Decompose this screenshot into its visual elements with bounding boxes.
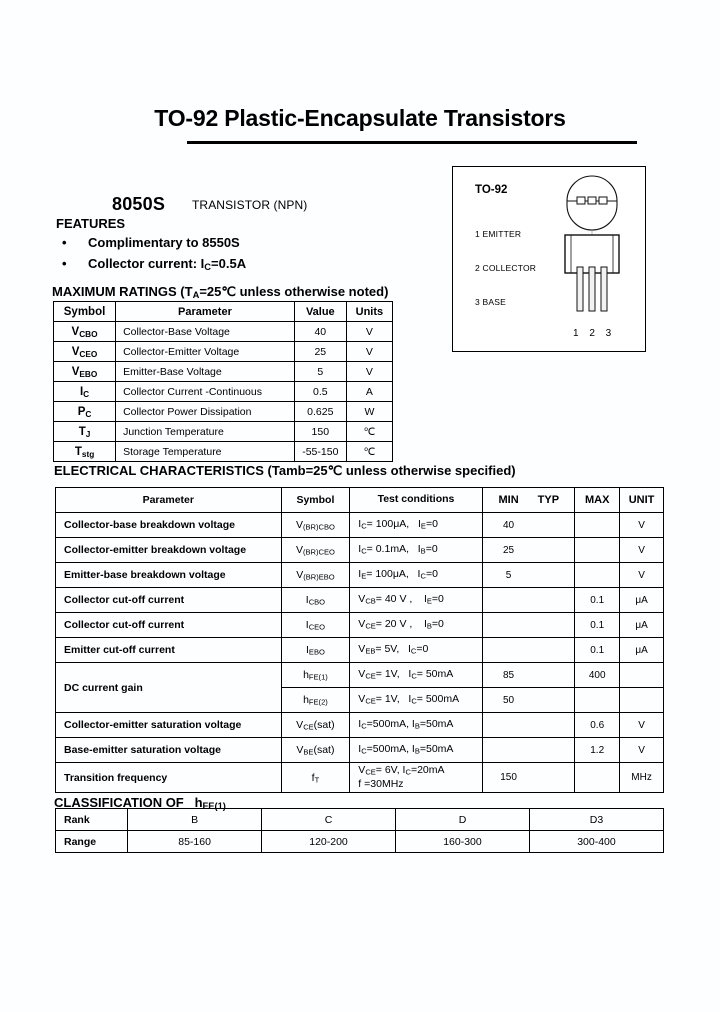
cell-parameter: Collector cut-off current bbox=[56, 613, 282, 638]
column-header-symbol: Symbol bbox=[54, 302, 116, 322]
cell-min: 50 bbox=[502, 694, 515, 706]
cell-unit: V bbox=[620, 538, 664, 563]
cell-symbol: $h_{FE(1)}$ bbox=[281, 663, 350, 688]
cell-conditions: $V_{CE}= 20$ V , $I_B=0$ bbox=[350, 613, 482, 638]
column-header-units: Units bbox=[346, 302, 392, 322]
row-label-rank: Rank bbox=[56, 809, 128, 831]
table-row bbox=[56, 638, 664, 663]
table-row bbox=[56, 663, 664, 688]
classification-table bbox=[55, 808, 664, 853]
cell-units: A bbox=[346, 382, 392, 402]
table-row bbox=[54, 362, 393, 382]
cell-max bbox=[575, 513, 620, 538]
cell-min-typ bbox=[482, 513, 575, 538]
table-row bbox=[54, 422, 393, 442]
cell-parameter: Collector Current -Continuous bbox=[116, 382, 295, 402]
cell-symbol: $I_{CEO}$ bbox=[281, 613, 350, 638]
cell-unit: MHz bbox=[620, 763, 664, 793]
cell-rank: D bbox=[396, 809, 530, 831]
cell-units: ℃ bbox=[346, 422, 392, 442]
cell-max bbox=[575, 763, 620, 793]
electrical-characteristics-heading: ELECTRICAL CHARACTERISTICS (Tamb=25℃ unless otherwise specified) bbox=[54, 463, 516, 478]
package-name: TO-92 bbox=[475, 184, 508, 196]
part-number: 8050S bbox=[112, 194, 166, 214]
cell-units: V bbox=[346, 362, 392, 382]
cell-unit bbox=[620, 663, 664, 688]
package-diagram bbox=[452, 166, 646, 352]
cell-conditions: $V_{CE}= 6V$, $I_C=20mA$ f =30MHz bbox=[350, 763, 482, 793]
cell-min-typ bbox=[482, 563, 575, 588]
cell-parameter-dc-current-gain: DC current gain bbox=[56, 663, 282, 713]
cell-parameter: Emitter-base breakdown voltage bbox=[56, 563, 282, 588]
cell-conditions: $V_{CB}= 40$ V , $I_E=0$ bbox=[350, 588, 482, 613]
cell-min-typ bbox=[482, 588, 575, 613]
bullet-icon: • bbox=[62, 235, 67, 250]
cell-min-typ bbox=[482, 738, 575, 763]
cell-conditions: $V_{EB}= 5V$, $I_C=0$ bbox=[350, 638, 482, 663]
cell-value: 5 bbox=[294, 362, 346, 382]
cell-unit: V bbox=[620, 563, 664, 588]
cell-value: 0.5 bbox=[294, 382, 346, 402]
cell-range: 160-300 bbox=[396, 831, 530, 853]
cell-max bbox=[575, 563, 620, 588]
cell-parameter: Collector-Emitter Voltage bbox=[116, 342, 295, 362]
cell-value: -55-150 bbox=[294, 442, 346, 462]
cell-symbol: $I_C$ bbox=[54, 382, 116, 402]
cell-symbol: $V_{CBO}$ bbox=[54, 322, 116, 342]
cell-symbol: $V_{CE}(sat)$ bbox=[281, 713, 350, 738]
table-row bbox=[56, 713, 664, 738]
cell-min: 40 bbox=[502, 519, 515, 531]
table-header-row bbox=[54, 302, 393, 322]
cell-symbol: $T_J$ bbox=[54, 422, 116, 442]
cell-value: 25 bbox=[294, 342, 346, 362]
table-row bbox=[54, 342, 393, 362]
cell-max bbox=[575, 688, 620, 713]
maximum-ratings-heading: MAXIMUM RATINGS ($T_A=25℃$ unless otherwise noted) bbox=[52, 284, 389, 301]
feature-text: Complimentary to 8550S bbox=[88, 235, 240, 250]
bullet-icon: • bbox=[62, 256, 67, 271]
pin-numbers: 1 2 3 bbox=[573, 328, 616, 339]
cell-symbol: $h_{FE(2)}$ bbox=[281, 688, 350, 713]
table-row bbox=[54, 382, 393, 402]
cell-conditions: $V_{CE}= 1V$, $I_C= 500mA$ bbox=[350, 688, 482, 713]
feature-item bbox=[62, 235, 240, 250]
cell-conditions: $V_{CE}= 1V$, $I_C= 50mA$ bbox=[350, 663, 482, 688]
electrical-characteristics-table bbox=[55, 487, 664, 793]
cell-min: 85 bbox=[502, 669, 515, 681]
table-header-row bbox=[56, 488, 664, 513]
cell-max: 0.6 bbox=[575, 713, 620, 738]
table-row bbox=[56, 613, 664, 638]
pin-label-collector: 2 COLLECTOR bbox=[475, 263, 537, 273]
cell-min-typ bbox=[482, 713, 575, 738]
cell-value: 150 bbox=[294, 422, 346, 442]
cell-parameter: Junction Temperature bbox=[116, 422, 295, 442]
table-row bbox=[56, 563, 664, 588]
cell-range: 300-400 bbox=[529, 831, 663, 853]
cell-typ bbox=[532, 545, 564, 556]
cell-rank: C bbox=[262, 809, 396, 831]
table-row bbox=[54, 442, 393, 462]
pin-label-emitter: 1 EMITTER bbox=[475, 229, 522, 239]
cell-typ bbox=[532, 570, 564, 581]
cell-typ bbox=[532, 695, 564, 706]
cell-typ bbox=[532, 772, 564, 783]
cell-min-typ bbox=[482, 538, 575, 563]
cell-unit: V bbox=[620, 713, 664, 738]
cell-symbol: $P_C$ bbox=[54, 402, 116, 422]
column-header-typ: TYP bbox=[537, 494, 560, 506]
cell-symbol: $V_{BE}(sat)$ bbox=[281, 738, 350, 763]
title-divider bbox=[187, 141, 637, 144]
cell-conditions: $I_E= 100\mu A$, $I_C=0$ bbox=[350, 563, 482, 588]
column-header-symbol: Symbol bbox=[281, 488, 350, 513]
column-header-unit: UNIT bbox=[620, 488, 664, 513]
cell-conditions: $I_C=500mA$, $I_B=50mA$ bbox=[350, 738, 482, 763]
cell-min-typ bbox=[482, 638, 575, 663]
classification-heading: CLASSIFICATION OF $h_{FE(1)}$ bbox=[54, 795, 226, 812]
cell-symbol: $I_{EBO}$ bbox=[281, 638, 350, 663]
cell-rank: D3 bbox=[529, 809, 663, 831]
cell-unit: μA bbox=[620, 588, 664, 613]
cell-parameter: Emitter cut-off current bbox=[56, 638, 282, 663]
cell-units: ℃ bbox=[346, 442, 392, 462]
column-header-min-typ bbox=[482, 488, 575, 513]
cell-range: 85-160 bbox=[128, 831, 262, 853]
cell-max: 0.1 bbox=[575, 638, 620, 663]
cell-unit bbox=[620, 688, 664, 713]
cell-value: 0.625 bbox=[294, 402, 346, 422]
cell-units: V bbox=[346, 322, 392, 342]
cell-max: 400 bbox=[575, 663, 620, 688]
cell-units: V bbox=[346, 342, 392, 362]
title-block bbox=[0, 105, 720, 132]
cell-max: 0.1 bbox=[575, 588, 620, 613]
cell-unit: V bbox=[620, 513, 664, 538]
table-row bbox=[56, 763, 664, 793]
page-title: TO-92 Plastic-Encapsulate Transistors bbox=[154, 105, 566, 131]
cell-typ bbox=[532, 670, 564, 681]
column-header-max: MAX bbox=[575, 488, 620, 513]
feature-text: Collector current: $I_C=0.5A$ bbox=[88, 256, 247, 273]
feature-item bbox=[62, 256, 246, 271]
column-header-conditions: Test conditions bbox=[350, 488, 482, 513]
cell-conditions: $I_C=500mA$, $I_B=50mA$ bbox=[350, 713, 482, 738]
cell-parameter: Emitter-Base Voltage bbox=[116, 362, 295, 382]
column-header-min: MIN bbox=[498, 494, 519, 506]
cell-symbol: $V_{EBO}$ bbox=[54, 362, 116, 382]
table-row bbox=[54, 322, 393, 342]
cell-parameter: Collector-emitter breakdown voltage bbox=[56, 538, 282, 563]
cell-value: 40 bbox=[294, 322, 346, 342]
maximum-ratings-table bbox=[53, 301, 393, 462]
cell-parameter: Collector-emitter saturation voltage bbox=[56, 713, 282, 738]
pin-label-base: 3 BASE bbox=[475, 297, 506, 307]
to92-outline-drawing bbox=[549, 175, 635, 325]
column-header-value: Value bbox=[294, 302, 346, 322]
cell-parameter: Transition frequency bbox=[56, 763, 282, 793]
cell-parameter: Storage Temperature bbox=[116, 442, 295, 462]
cell-rank: B bbox=[128, 809, 262, 831]
cell-max: 0.1 bbox=[575, 613, 620, 638]
cell-max: 1.2 bbox=[575, 738, 620, 763]
table-row bbox=[56, 513, 664, 538]
cell-min: 5 bbox=[505, 569, 512, 581]
cell-symbol: $I_{CBO}$ bbox=[281, 588, 350, 613]
table-row bbox=[54, 402, 393, 422]
table-row bbox=[56, 809, 664, 831]
cell-min-typ bbox=[482, 613, 575, 638]
table-row bbox=[56, 588, 664, 613]
cell-min-typ bbox=[482, 663, 575, 688]
cell-parameter: Base-emitter saturation voltage bbox=[56, 738, 282, 763]
cell-unit: μA bbox=[620, 613, 664, 638]
column-header-parameter: Parameter bbox=[56, 488, 282, 513]
cell-min-typ bbox=[482, 688, 575, 713]
cell-range: 120-200 bbox=[262, 831, 396, 853]
features-heading: FEATURES bbox=[56, 216, 126, 231]
cell-min-typ bbox=[482, 763, 575, 793]
cell-symbol: $V_{(BR)CBO}$ bbox=[281, 513, 350, 538]
column-header-parameter: Parameter bbox=[116, 302, 295, 322]
row-label-range: Range bbox=[56, 831, 128, 853]
cell-unit: μA bbox=[620, 638, 664, 663]
cell-symbol: $f_T$ bbox=[281, 763, 350, 793]
table-row bbox=[56, 831, 664, 853]
cell-symbol: $V_{CEO}$ bbox=[54, 342, 116, 362]
cell-symbol: $T_{stg}$ bbox=[54, 442, 116, 462]
cell-units: W bbox=[346, 402, 392, 422]
table-row bbox=[56, 538, 664, 563]
cell-typ bbox=[532, 520, 564, 531]
cell-parameter: Collector cut-off current bbox=[56, 588, 282, 613]
cell-conditions: $I_C= 0.1mA$, $I_B=0$ bbox=[350, 538, 482, 563]
cell-parameter: Collector-Base Voltage bbox=[116, 322, 295, 342]
cell-min: 150 bbox=[500, 772, 517, 784]
cell-symbol: $V_{(BR)CEO}$ bbox=[281, 538, 350, 563]
cell-min: 25 bbox=[502, 544, 515, 556]
cell-parameter: Collector Power Dissipation bbox=[116, 402, 295, 422]
cell-unit: V bbox=[620, 738, 664, 763]
cell-conditions: $I_C= 100\mu A$, $I_E=0$ bbox=[350, 513, 482, 538]
cell-symbol: $V_{(BR)EBO}$ bbox=[281, 563, 350, 588]
cell-parameter: Collector-base breakdown voltage bbox=[56, 513, 282, 538]
part-type: TRANSISTOR (NPN) bbox=[192, 198, 308, 212]
cell-max bbox=[575, 538, 620, 563]
table-row bbox=[56, 738, 664, 763]
